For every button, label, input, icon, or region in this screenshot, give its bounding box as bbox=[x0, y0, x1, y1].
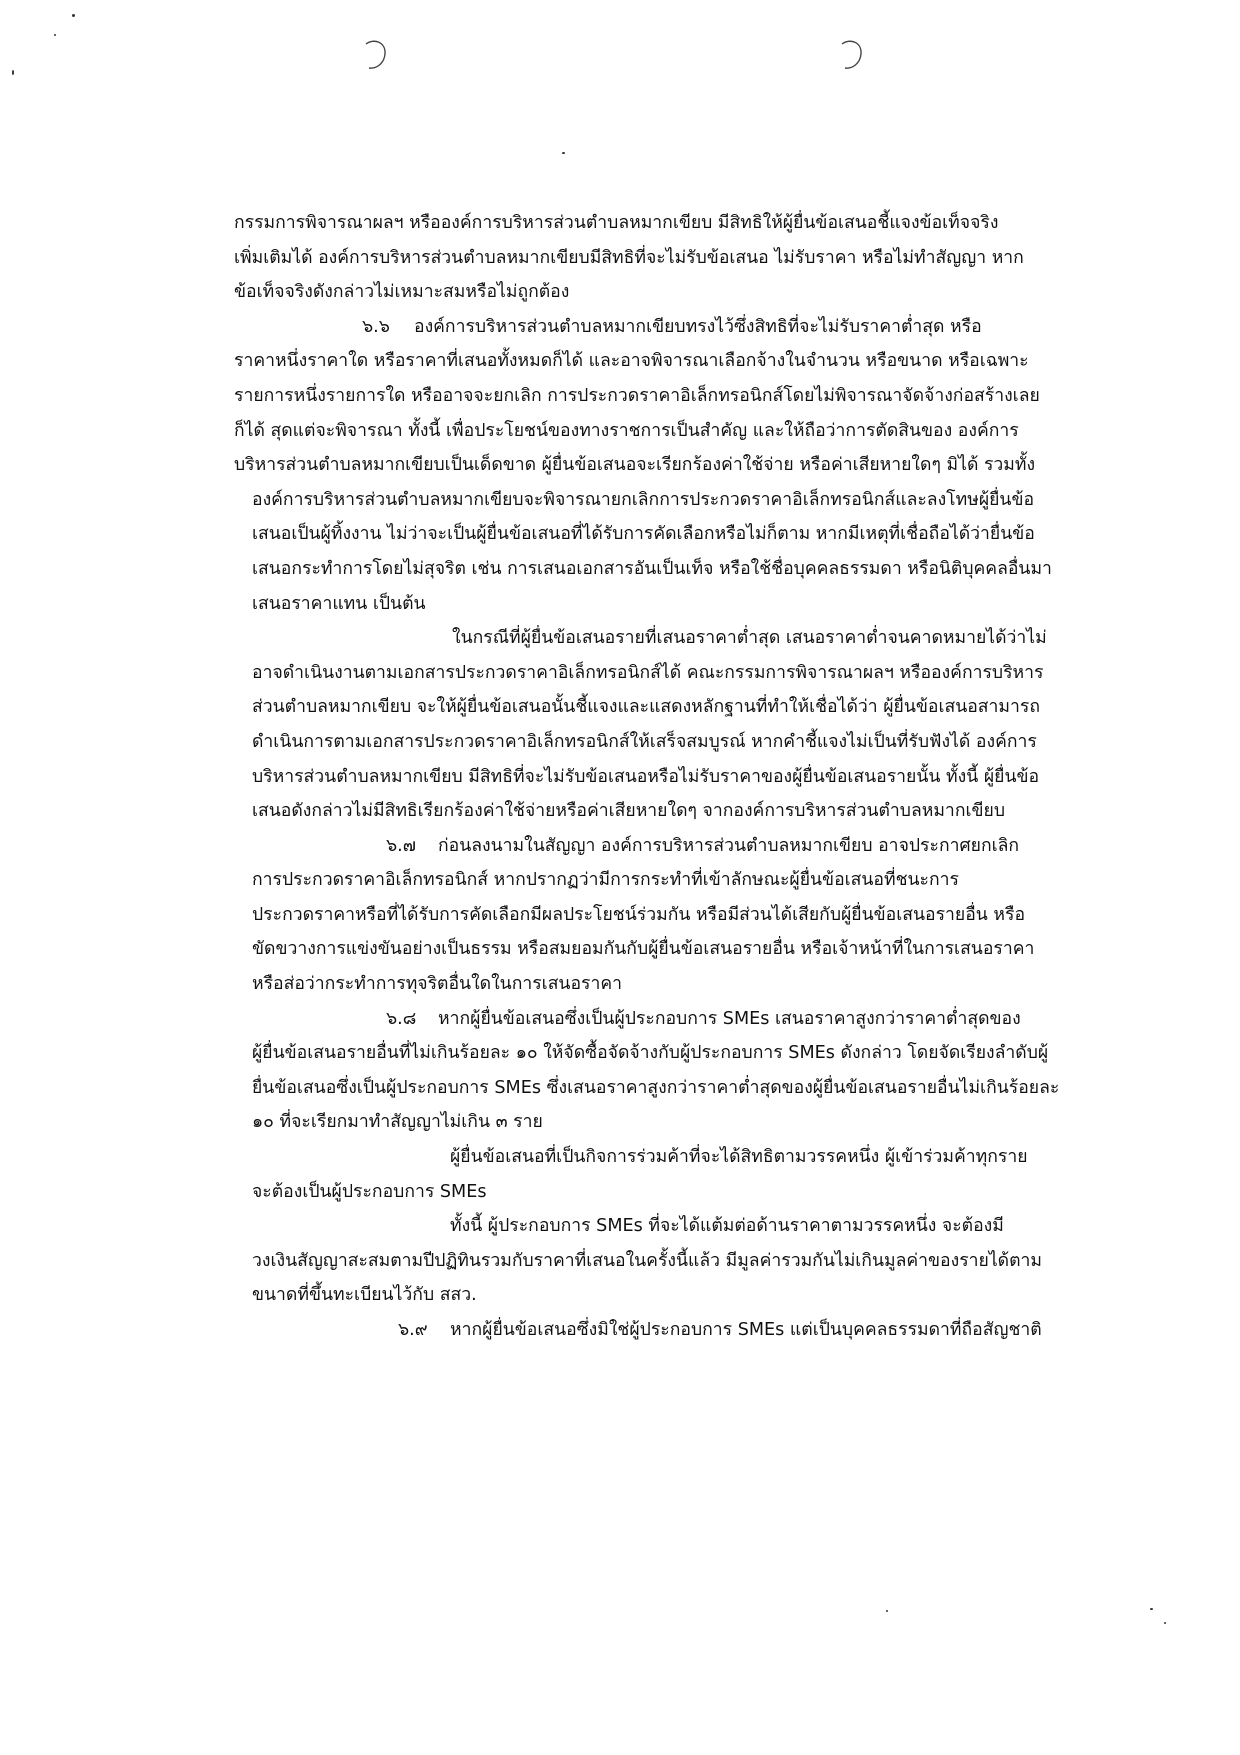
text-line: หรือส่อว่ากระทำการทุจริตอื่นใดในการเสนอราคา bbox=[252, 974, 623, 995]
text-line: ก็ได้ สุดแต่จะพิจารณา ทั้งนี้ เพื่อประโยชน์ของทางราชการเป็นสำคัญ และให้ถือว่าการตัดสินของ องค์การ bbox=[234, 420, 1019, 441]
scan-speck bbox=[886, 1610, 888, 1612]
text-line: วงเงินสัญญาสะสมตามปีปฏิทินรวมกับราคาที่เสนอในครั้งนี้แล้ว มีมูลค่ารวมกันไม่เกินมูลค่าของรายได้ตาม bbox=[252, 1250, 1043, 1271]
text-line: ดำเนินการตามเอกสารประกวดราคาอิเล็กทรอนิกส์ให้เสร็จสมบูรณ์ หากคำชี้แจงไม่เป็นที่รับฟังได้ องค์การ bbox=[252, 731, 1037, 752]
clause-number: ๖.๙ bbox=[398, 1320, 428, 1340]
scan-speck bbox=[562, 152, 565, 154]
text-line: อาจดำเนินงานตามเอกสารประกวดราคาอิเล็กทรอนิกส์ได้ คณะกรรมการพิจารณาผลฯ หรือองค์การบริหาร bbox=[252, 662, 1044, 683]
text-line: หากผู้ยื่นข้อเสนอซึ่งมิใช่ผู้ประกอบการ SMEs แต่เป็นบุคคลธรรมดาที่ถือสัญชาติ bbox=[450, 1320, 1042, 1340]
text-line: องค์การบริหารส่วนตำบลหมากเขียบทรงไว้ซึ่งสิทธิที่จะไม่รับราคาต่ำสุด หรือ bbox=[414, 316, 982, 337]
text-line: ส่วนตำบลหมากเขียบ จะให้ผู้ยื่นข้อเสนอนั้นชี้แจงและแสดงหลักฐานที่ทำให้เชื่อได้ว่า ผู้ยื่นข้อเสนอสามารถ bbox=[252, 697, 1040, 718]
text-line: ยื่นข้อเสนอซึ่งเป็นผู้ประกอบการ SMEs ซึ่งเสนอราคาสูงกว่าราคาต่ำสุดของผู้ยื่นข้อเสนอรายอื่นไม่เกินร้อยละ bbox=[252, 1077, 1060, 1098]
text-line: ประกวดราคาหรือที่ได้รับการคัดเลือกมีผลประโยชน์ร่วมกัน หรือมีส่วนได้เสียกับผู้ยื่นข้อเสนอรายอื่น หรือ bbox=[252, 904, 1026, 925]
text-line: บริหารส่วนตำบลหมากเขียบเป็นเด็ดขาด ผู้ยื่นข้อเสนอจะเรียกร้องค่าใช้จ่าย หรือค่าเสียหายใดๆ มิได้ รวมทั้ง bbox=[234, 455, 1036, 476]
scan-speck bbox=[1164, 1622, 1166, 1624]
clause-6-7-heading bbox=[234, 829, 1064, 864]
scan-speck bbox=[1150, 1608, 1153, 1610]
punch-hole-right bbox=[836, 38, 866, 72]
clause-6-6-heading bbox=[234, 310, 1064, 345]
text-line: ในกรณีที่ผู้ยื่นข้อเสนอรายที่เสนอราคาต่ำสุด เสนอราคาต่ำจนคาดหมายได้ว่าไม่ bbox=[452, 628, 1047, 649]
document-body bbox=[234, 206, 1064, 1348]
text-line: บริหารส่วนตำบลหมากเขียบ มีสิทธิที่จะไม่รับข้อเสนอหรือไม่รับราคาของผู้ยื่นข้อเสนอรายนั้น ทั้งนี้ ผู้ยื่นข้อ bbox=[252, 766, 1040, 787]
text-line: ทั้งนี้ ผู้ประกอบการ SMEs ที่จะได้แต้มต่อด้านราคาตามวรรคหนึ่ง จะต้องมี bbox=[450, 1216, 1004, 1237]
text-line: ราคาหนึ่งราคาใด หรือราคาที่เสนอทั้งหมดก็ได้ และอาจพิจารณาเลือกจ้างในจำนวน หรือขนาด หรือเฉพาะ bbox=[234, 351, 1029, 372]
text-line: ผู้ยื่นข้อเสนอรายอื่นที่ไม่เกินร้อยละ ๑๐ ให้จัดซื้อจัดจ้างกับผู้ประกอบการ SMEs ดังกล่าว โดยจัดเรียงลำดับผู้ bbox=[252, 1043, 1049, 1064]
text-line: ๑๐ ที่จะเรียกมาทำสัญญาไม่เกิน ๓ ราย bbox=[252, 1112, 543, 1133]
punch-hole-left bbox=[360, 38, 390, 72]
text-line: ผู้ยื่นข้อเสนอที่เป็นกิจการร่วมค้าที่จะได้สิทธิตามวรรคหนึ่ง ผู้เข้าร่วมค้าทุกราย bbox=[450, 1147, 1028, 1168]
text-line: เสนอเป็นผู้ทิ้งงาน ไม่ว่าจะเป็นผู้ยื่นข้อเสนอที่ได้รับการคัดเลือกหรือไม่ก็ตาม หากมีเหตุที่เชื่อถือได้ว่ายื่นข้อ bbox=[252, 524, 1035, 545]
text-line: เพิ่มเติมได้ องค์การบริหารส่วนตำบลหมากเขียบมีสิทธิที่จะไม่รับข้อเสนอ ไม่รับราคา หรือไม่ทำสัญญา หาก bbox=[234, 247, 1024, 268]
text-line: ข้อเท็จจริงดังกล่าวไม่เหมาะสมหรือไม่ถูกต้อง bbox=[234, 282, 570, 303]
clause-number: ๖.๘ bbox=[386, 1008, 417, 1029]
text-line: หากผู้ยื่นข้อเสนอซึ่งเป็นผู้ประกอบการ SMEs เสนอราคาสูงกว่าราคาต่ำสุดของ bbox=[438, 1008, 1021, 1029]
scan-speck bbox=[12, 70, 14, 75]
clause-number: ๖.๗ bbox=[386, 835, 416, 856]
text-line: ขัดขวางการแข่งขันอย่างเป็นธรรม หรือสมยอมกันกับผู้ยื่นข้อเสนอรายอื่น หรือเจ้าหน้าที่ในการเสนอราคา bbox=[252, 939, 1035, 960]
text-line: การประกวดราคาอิเล็กทรอนิกส์ หากปรากฏว่ามีการกระทำที่เข้าลักษณะผู้ยื่นข้อเสนอที่ชนะการ bbox=[252, 870, 959, 891]
text-line: เสนอราคาแทน เป็นต้น bbox=[252, 593, 426, 614]
text-line: ก่อนลงนามในสัญญา องค์การบริหารส่วนตำบลหมากเขียบ อาจประกาศยกเลิก bbox=[438, 835, 1020, 856]
clause-number: ๖.๖ bbox=[362, 316, 390, 337]
clause-6-9-heading bbox=[234, 1313, 1064, 1348]
clause-6-8-heading bbox=[234, 1002, 1064, 1037]
text-line: รายการหนึ่งรายการใด หรืออาจจะยกเลิก การประกวดราคาอิเล็กทรอนิกส์โดยไม่พิจารณาจัดจ้างก่อสร้างเลย bbox=[234, 385, 1040, 406]
text-line: เสนอดังกล่าวไม่มีสิทธิเรียกร้องค่าใช้จ่ายหรือค่าเสียหายใดๆ จากองค์การบริหารส่วนตำบลหมากเขียบ bbox=[252, 801, 1005, 822]
text-line: กรรมการพิจารณาผลฯ หรือองค์การบริหารส่วนตำบลหมากเขียบ มีสิทธิให้ผู้ยื่นข้อเสนอชี้แจงข้อเท็จจริง bbox=[234, 213, 999, 233]
scan-speck bbox=[72, 14, 75, 17]
text-line: เสนอกระทำการโดยไม่สุจริต เช่น การเสนอเอกสารอันเป็นเท็จ หรือใช้ชื่อบุคคลธรรมดา หรือนิติบุคคลอื่นมา bbox=[252, 558, 1052, 579]
text-line: องค์การบริหารส่วนตำบลหมากเขียบจะพิจารณายกเลิกการประกวดราคาอิเล็กทรอนิกส์และลงโทษผู้ยื่นข้อ bbox=[252, 489, 1035, 510]
text-line: จะต้องเป็นผู้ประกอบการ SMEs bbox=[252, 1181, 487, 1202]
text-line: ขนาดที่ขึ้นทะเบียนไว้กับ สสว. bbox=[252, 1285, 477, 1306]
scan-speck bbox=[54, 34, 56, 36]
